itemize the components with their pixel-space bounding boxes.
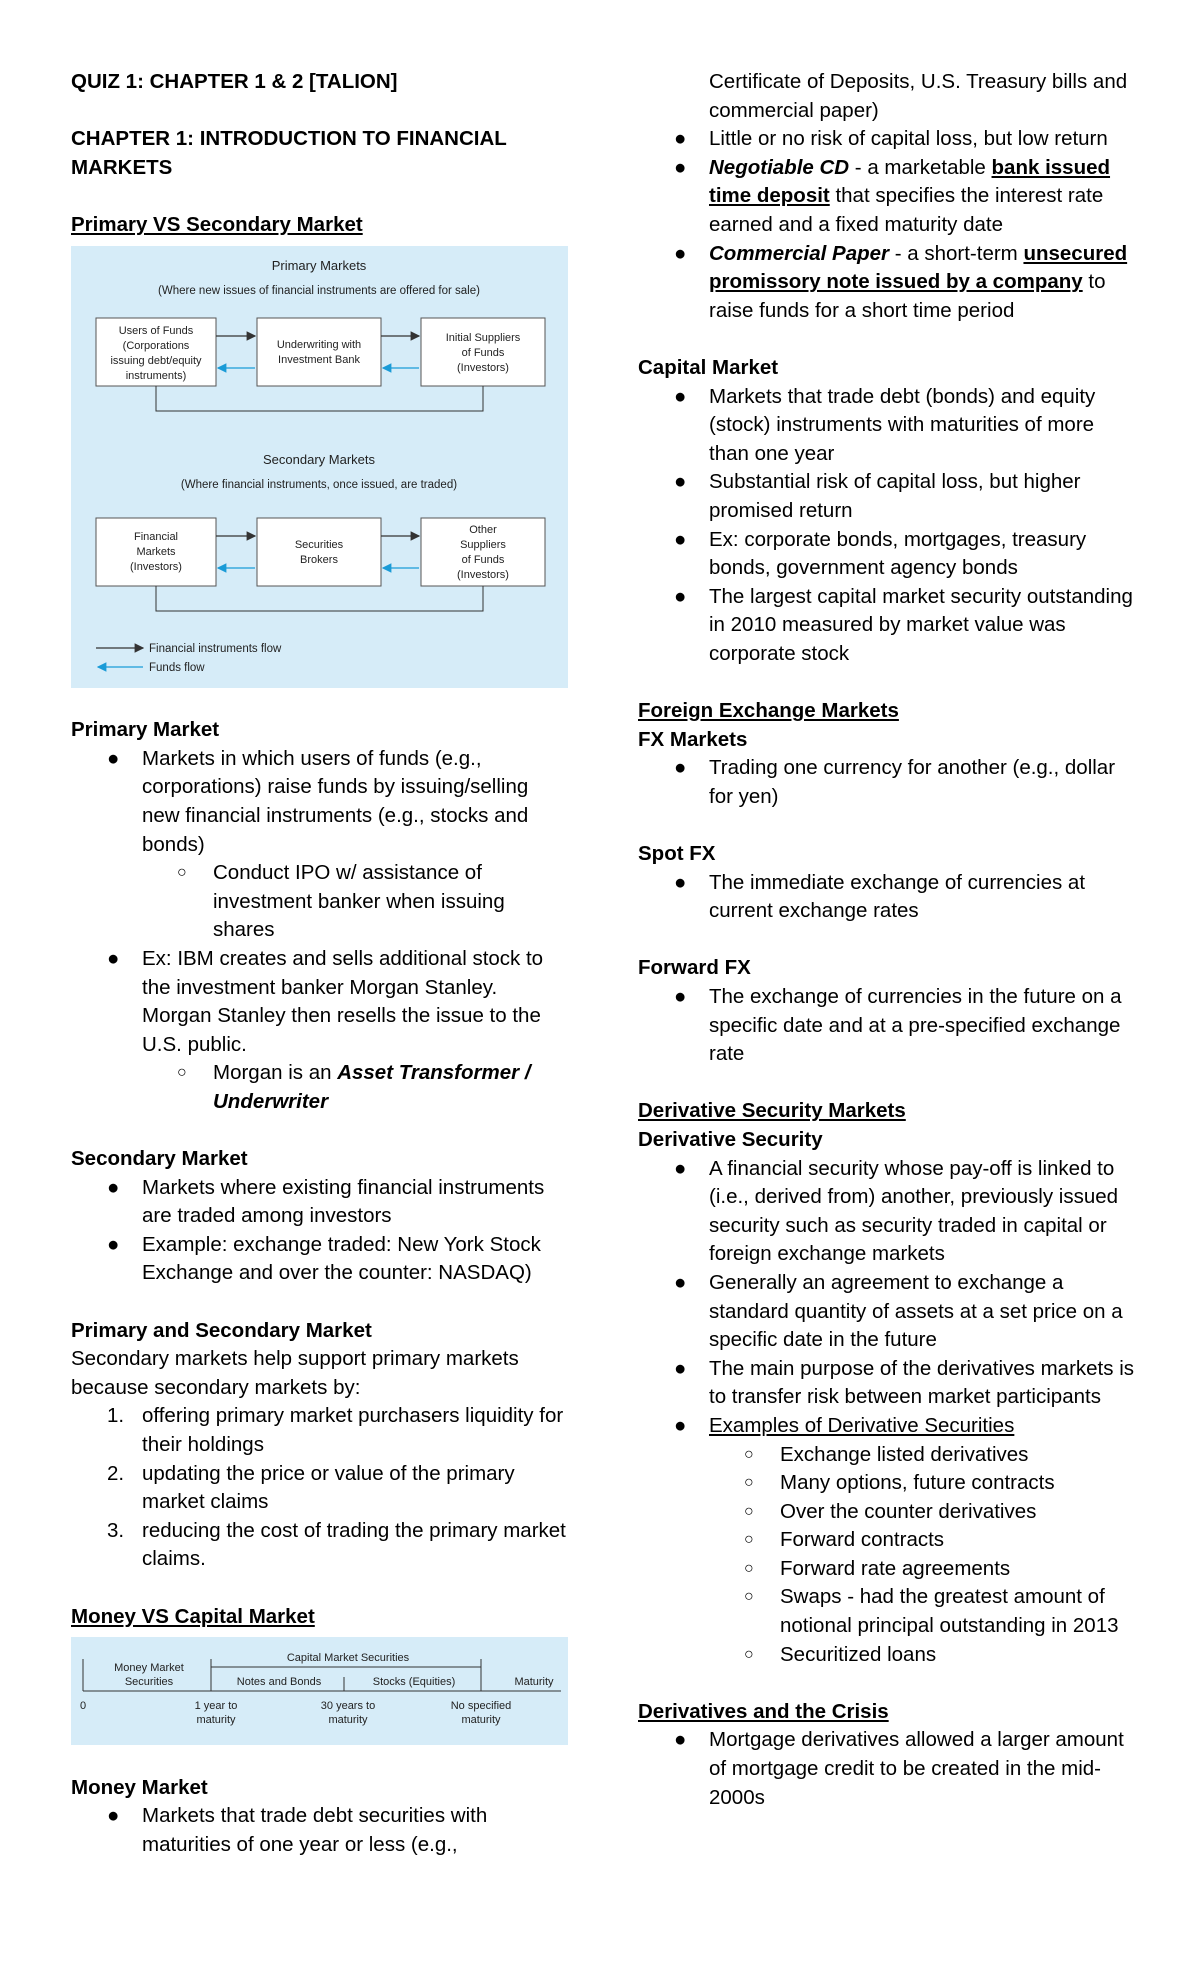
notes-bonds-label: Notes and Bonds <box>236 1676 322 1689</box>
list-item: ● Substantial risk of capital loss, but higher promised return <box>674 470 1081 522</box>
maturity-label: Maturity <box>514 1676 554 1689</box>
secondary-market-heading: Secondary Market <box>71 1147 248 1171</box>
primary-vs-secondary-heading: Primary VS Secondary Market <box>71 212 363 236</box>
tick-zero: 0 <box>79 1700 87 1713</box>
tick-1-year-line-2: maturity <box>196 1714 236 1727</box>
list-item: ● Markets that trade debt securities with maturities of one year or less (e.g., <box>107 1804 488 1856</box>
list-item: ○ Securitized loans <box>744 1642 937 1666</box>
users-line-4: instruments) <box>125 369 187 382</box>
list-item: ● The exchange of currencies in the future on a specific date and at a pre-specified exchange rate <box>674 985 1122 1066</box>
left-column <box>71 68 571 1860</box>
money-market-continued: Certificate of Deposits, U.S. Treasury bills and commercial paper) <box>709 70 1128 122</box>
list-item: ○ Forward rate agreements <box>744 1556 1011 1580</box>
tick-30-years-line-1: 30 years to <box>320 1700 376 1713</box>
other-line-4: (Investors) <box>457 568 509 581</box>
users-line-3: issuing debt/equity <box>110 354 202 367</box>
list-item: ● A financial security whose pay-off is linked to (i.e., derived from) another, previously issued security such as security traded in capital or foreign exchange markets <box>674 1156 1119 1266</box>
right-column <box>638 68 1138 1812</box>
underwriting-line-2: Investment Bank <box>278 353 360 366</box>
list-item: ● The largest capital market security outstanding in 2010 measured by market value was corporate stock <box>674 584 1133 665</box>
list-item: ● Markets where existing financial instruments are traded among investors <box>107 1175 545 1228</box>
list-item: ● Ex: IBM creates and sells additional stock to the investment banker Morgan Stanley. Morgan Stanley then resells the issue to the U.S. public. <box>107 946 544 1056</box>
money-market-heading: Money Market <box>71 1775 208 1799</box>
initial-line-1: Initial Suppliers <box>445 331 521 344</box>
list-item: ○ Morgan is an Asset Transformer / Underwriter <box>177 1061 531 1113</box>
list-item: ● Example: exchange traded: New York Stock Exchange and over the counter: NASDAQ) <box>107 1232 541 1285</box>
list-item: ○ Swaps - had the greatest amount of notional principal outstanding in 2013 <box>744 1585 1119 1638</box>
tick-no-maturity-line-2: maturity <box>461 1714 501 1727</box>
list-item: ● Ex: corporate bonds, mortgages, treasury bonds, government agency bonds <box>674 527 1087 580</box>
chapter-title: CHAPTER 1: INTRODUCTION TO FINANCIAL MARKETS <box>71 127 507 179</box>
initial-line-3: (Investors) <box>457 361 509 374</box>
tick-1-year-line-1: 1 year to <box>194 1700 238 1713</box>
list-item: ● The main purpose of the derivatives markets is to transfer risk between market participants <box>674 1356 1134 1409</box>
maturity-scale-figure <box>71 1637 568 1745</box>
derivative-security-subheading: Derivative Security <box>638 1127 823 1151</box>
primary-market-heading: Primary Market <box>71 718 220 742</box>
capital-market-heading: Capital Market <box>638 355 779 379</box>
list-item: ○ Over the counter derivatives <box>744 1499 1037 1523</box>
underwriting-line-1: Underwriting with <box>276 338 362 351</box>
financial-line-1: Financial <box>133 530 179 543</box>
tick-no-maturity-line-1: No specified <box>450 1700 512 1713</box>
users-line-2: (Corporations <box>122 339 190 352</box>
users-line-1: Users of Funds <box>118 324 194 337</box>
list-item: ○ Conduct IPO w/ assistance of investment banker when issuing shares <box>177 861 505 942</box>
financial-line-3: (Investors) <box>130 560 182 573</box>
money-market-label-2: Securities <box>124 1676 174 1689</box>
secondary-markets-title: Secondary Markets <box>263 451 375 467</box>
list-item: ○ Many options, future contracts <box>744 1471 1055 1495</box>
list-item: ● Mortgage derivatives allowed a larger amount of mortgage credit to be created in the mid-2000s <box>674 1728 1124 1809</box>
capital-market-label: Capital Market Securities <box>286 1652 410 1665</box>
fx-heading: Foreign Exchange Markets <box>638 699 899 723</box>
primary-markets-subtitle: (Where new issues of financial instruments are offered for sale) <box>158 284 480 297</box>
legend-funds-flow: Funds flow <box>149 661 205 674</box>
list-item: 3. reducing the cost of trading the primary market claims. <box>107 1518 566 1571</box>
primary-and-secondary-intro: Secondary markets help support primary markets because secondary markets by: <box>71 1347 519 1399</box>
list-item: ● The immediate exchange of currencies at current exchange rates <box>674 870 1086 923</box>
list-item: ● Commercial Paper - a short-term unsecured promissory note issued by a company to raise funds for a short time period <box>674 241 1128 322</box>
other-line-1: Other <box>469 523 497 536</box>
primary-secondary-diagram <box>71 246 568 688</box>
securities-brokers-box <box>257 518 381 586</box>
brokers-line-1: Securities <box>294 538 344 551</box>
list-item: ● Generally an agreement to exchange a standard quantity of assets at a set price on a specific date in the future <box>674 1270 1123 1352</box>
list-item: ● Markets that trade debt (bonds) and equity (stock) instruments with maturities of more than one year <box>674 384 1096 465</box>
other-line-3: of Funds <box>461 553 505 566</box>
derivatives-crisis-heading: Derivatives and the Crisis <box>638 1699 889 1723</box>
spot-fx-heading: Spot FX <box>638 842 716 866</box>
list-item: ○ Exchange listed derivatives <box>744 1442 1029 1466</box>
list-item: 1. offering primary market purchasers liquidity for their holdings <box>107 1404 564 1456</box>
primary-markets-title: Primary Markets <box>271 257 367 273</box>
tick-30-years-line-2: maturity <box>328 1714 368 1727</box>
quiz-title: QUIZ 1: CHAPTER 1 & 2 [TALION] <box>71 70 398 93</box>
other-line-2: Suppliers <box>460 538 506 551</box>
list-item: ● Negotiable CD - a marketable bank issued time deposit that specifies the interest rate earned and a fixed maturity date <box>674 155 1111 236</box>
list-item: ○ Forward contracts <box>744 1528 945 1552</box>
money-market-label-1: Money Market <box>114 1662 184 1675</box>
stocks-label: Stocks (Equities) <box>372 1676 456 1689</box>
list-item: 2. updating the price or value of the primary market claims <box>107 1461 515 1514</box>
forward-fx-heading: Forward FX <box>638 956 751 980</box>
underwriting-box <box>257 318 381 386</box>
list-item: ● Markets in which users of funds (e.g., corporations) raise funds by issuing/selling new financial instruments (e.g., stocks and bonds) <box>107 746 529 856</box>
secondary-markets-subtitle: (Where financial instruments, once issued, are traded) <box>180 478 458 491</box>
list-item: ● Examples of Derivative Securities <box>674 1413 1015 1437</box>
brokers-line-2: Brokers <box>300 553 338 566</box>
derivative-markets-heading: Derivative Security Markets <box>638 1099 906 1123</box>
primary-and-secondary-heading: Primary and Secondary Market <box>71 1318 372 1342</box>
legend-instruments-flow: Financial instruments flow <box>149 642 282 655</box>
initial-line-2: of Funds <box>461 346 505 359</box>
list-item: ● Trading one currency for another (e.g., dollar for yen) <box>674 756 1116 808</box>
fx-subheading: FX Markets <box>638 727 748 751</box>
financial-line-2: Markets <box>136 545 176 558</box>
list-item: ● Little or no risk of capital loss, but low return <box>674 127 1108 151</box>
money-vs-capital-heading: Money VS Capital Market <box>71 1604 315 1628</box>
